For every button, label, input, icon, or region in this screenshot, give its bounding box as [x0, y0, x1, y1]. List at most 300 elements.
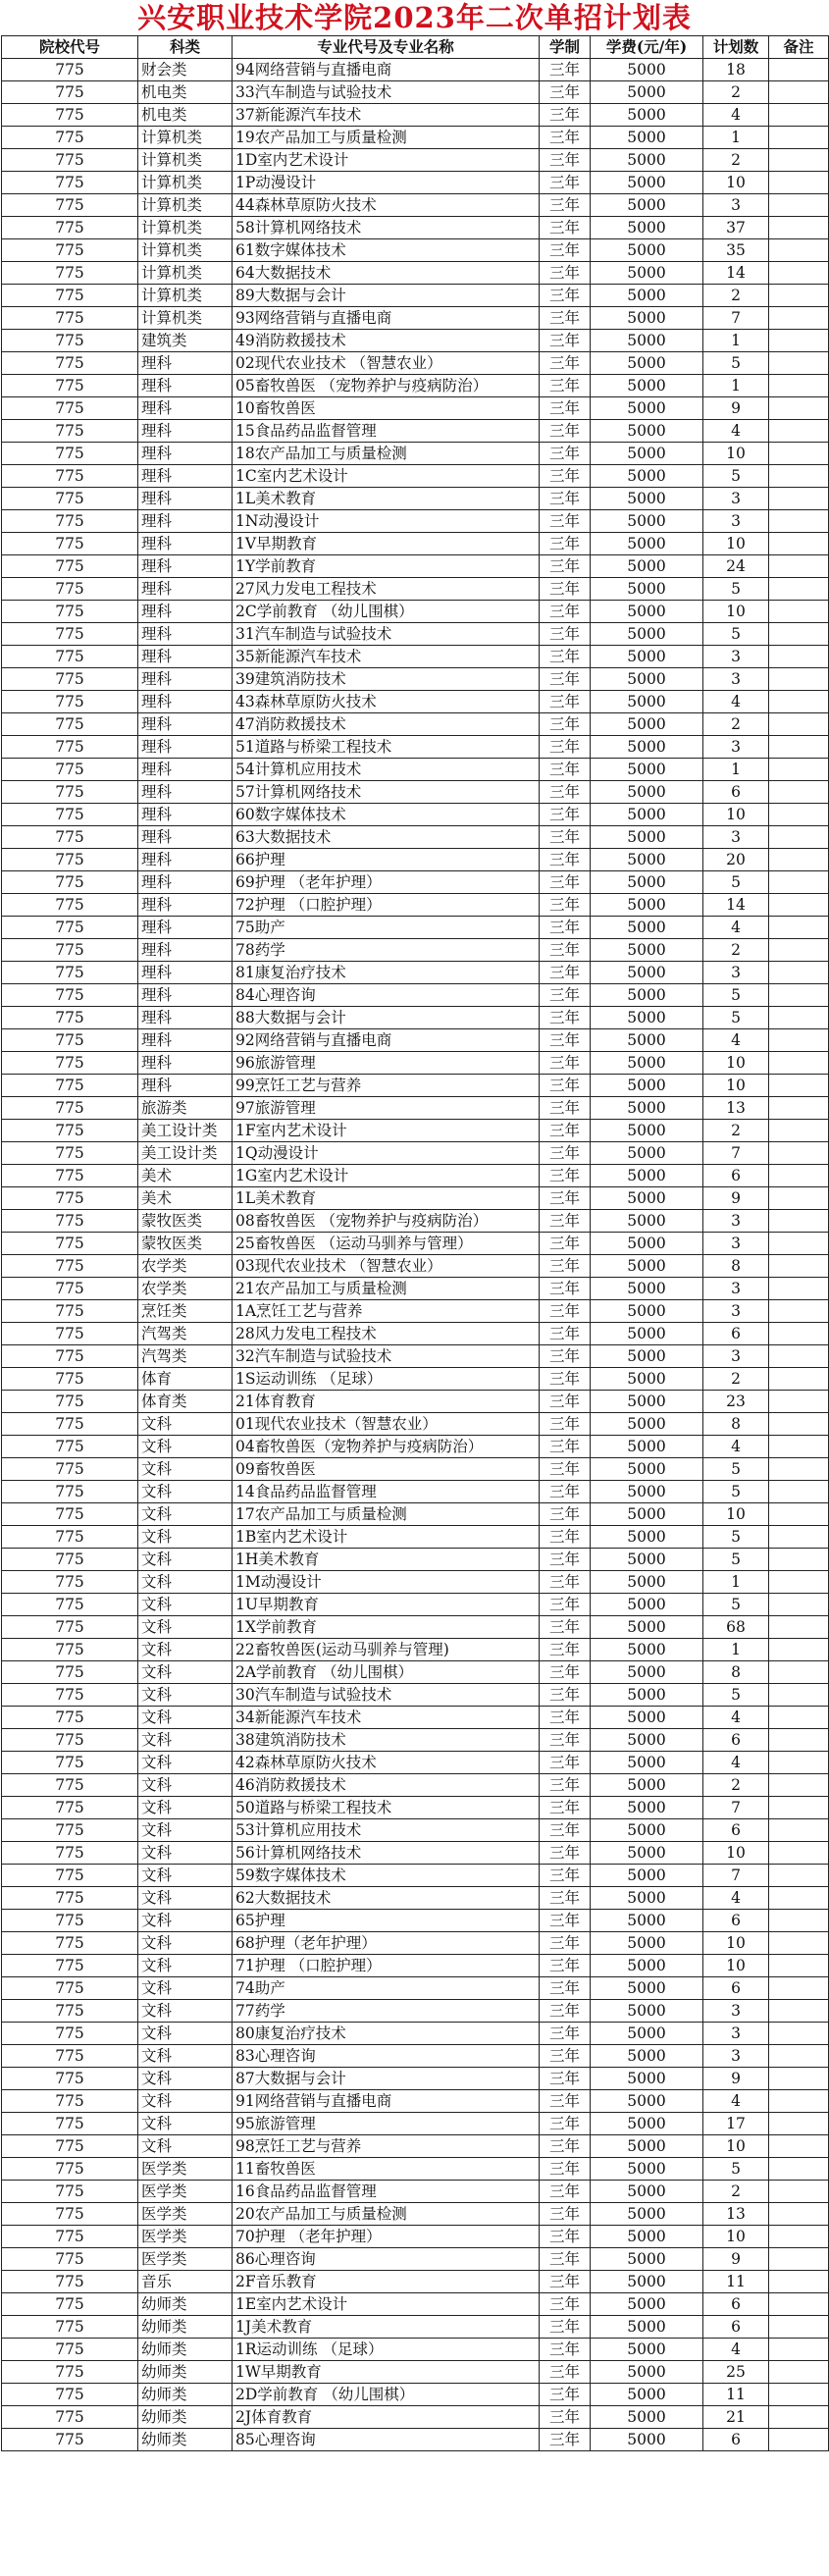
major-cell: 03现代农业技术 （智慧农业）: [233, 1255, 540, 1278]
major-cell: 46消防救援技术: [233, 1774, 540, 1797]
remarks-cell: [769, 871, 829, 894]
duration-cell: 三年: [540, 2248, 591, 2271]
major-cell: 54计算机应用技术: [233, 759, 540, 781]
duration-cell: 三年: [540, 646, 591, 668]
category-cell: 理科: [138, 759, 233, 781]
quota-cell: 3: [703, 2000, 769, 2023]
tuition-cell: 5000: [591, 1097, 703, 1120]
tuition-cell: 5000: [591, 1549, 703, 1571]
duration-cell: 三年: [540, 1684, 591, 1707]
school-code-cell: 775: [2, 397, 138, 420]
school-code-cell: 775: [2, 1255, 138, 1278]
quota-cell: 21: [703, 2406, 769, 2429]
category-cell: 幼师类: [138, 2316, 233, 2339]
table-row: [2, 1233, 829, 1255]
major-cell: 1F室内艺术设计: [233, 1120, 540, 1142]
major-cell: 59数字媒体技术: [233, 1865, 540, 1887]
category-cell: 理科: [138, 736, 233, 759]
tuition-cell: 5000: [591, 1413, 703, 1436]
tuition-cell: 5000: [591, 1029, 703, 1052]
tuition-cell: 5000: [591, 1774, 703, 1797]
major-cell: 21农产品加工与质量检测: [233, 1278, 540, 1300]
school-code-cell: 775: [2, 578, 138, 601]
category-cell: 计算机类: [138, 194, 233, 217]
tuition-cell: 5000: [591, 1571, 703, 1594]
category-cell: 文科: [138, 1932, 233, 1955]
major-cell: 93网络营销与直播电商: [233, 307, 540, 330]
duration-cell: 三年: [540, 1097, 591, 1120]
quota-cell: 6: [703, 1323, 769, 1345]
major-cell: 57计算机网络技术: [233, 781, 540, 804]
remarks-cell: [769, 465, 829, 488]
tuition-cell: 5000: [591, 2339, 703, 2361]
category-cell: 美工设计类: [138, 1142, 233, 1165]
quota-cell: 8: [703, 1413, 769, 1436]
duration-cell: 三年: [540, 601, 591, 623]
remarks-cell: [769, 1458, 829, 1481]
duration-cell: 三年: [540, 420, 591, 443]
category-cell: 理科: [138, 781, 233, 804]
major-cell: 31汽车制造与试验技术: [233, 623, 540, 646]
school-code-cell: 775: [2, 1503, 138, 1526]
category-cell: 文科: [138, 1436, 233, 1458]
duration-cell: 三年: [540, 1278, 591, 1300]
school-code-cell: 775: [2, 1187, 138, 1210]
category-cell: 理科: [138, 578, 233, 601]
duration-cell: 三年: [540, 2339, 591, 2361]
school-code-cell: 775: [2, 894, 138, 917]
duration-cell: 三年: [540, 352, 591, 375]
school-code-cell: 775: [2, 285, 138, 307]
category-cell: 理科: [138, 849, 233, 871]
category-cell: 计算机类: [138, 172, 233, 194]
quota-cell: 2: [703, 81, 769, 104]
category-cell: 理科: [138, 555, 233, 578]
school-code-cell: 775: [2, 1526, 138, 1549]
major-cell: 96旅游管理: [233, 1052, 540, 1075]
quota-cell: 1: [703, 759, 769, 781]
quota-cell: 11: [703, 2271, 769, 2293]
quota-cell: 2: [703, 939, 769, 962]
duration-cell: 三年: [540, 1120, 591, 1142]
category-cell: 文科: [138, 1616, 233, 1639]
duration-cell: 三年: [540, 894, 591, 917]
major-cell: 81康复治疗技术: [233, 962, 540, 984]
table-row: [2, 81, 829, 104]
table-row: [2, 375, 829, 397]
tuition-cell: 5000: [591, 1391, 703, 1413]
school-code-cell: 775: [2, 2000, 138, 2023]
category-cell: 医学类: [138, 2181, 233, 2203]
duration-cell: 三年: [540, 1300, 591, 1323]
major-cell: 92网络营销与直播电商: [233, 1029, 540, 1052]
remarks-cell: [769, 1571, 829, 1594]
category-cell: 文科: [138, 1842, 233, 1865]
major-cell: 44森林草原防火技术: [233, 194, 540, 217]
major-cell: 15食品药品监督管理: [233, 420, 540, 443]
duration-cell: 三年: [540, 1165, 591, 1187]
school-code-cell: 775: [2, 1391, 138, 1413]
category-cell: 理科: [138, 352, 233, 375]
major-cell: 34新能源汽车技术: [233, 1707, 540, 1729]
quota-cell: 25: [703, 2361, 769, 2384]
school-code-cell: 775: [2, 691, 138, 713]
duration-cell: 三年: [540, 104, 591, 127]
remarks-cell: [769, 781, 829, 804]
category-cell: 幼师类: [138, 2429, 233, 2451]
major-cell: 1C室内艺术设计: [233, 465, 540, 488]
duration-cell: 三年: [540, 262, 591, 285]
school-code-cell: 775: [2, 1752, 138, 1774]
major-cell: 72护理 （口腔护理）: [233, 894, 540, 917]
tuition-cell: 5000: [591, 759, 703, 781]
remarks-cell: [769, 1210, 829, 1233]
table-row: [2, 1910, 829, 1932]
major-cell: 49消防救援技术: [233, 330, 540, 352]
tuition-cell: 5000: [591, 2271, 703, 2293]
tuition-cell: 5000: [591, 917, 703, 939]
tuition-cell: 5000: [591, 1436, 703, 1458]
quota-cell: 10: [703, 533, 769, 555]
remarks-cell: [769, 1436, 829, 1458]
tuition-cell: 5000: [591, 1481, 703, 1503]
quota-cell: 3: [703, 194, 769, 217]
category-cell: 文科: [138, 1887, 233, 1910]
remarks-cell: [769, 1910, 829, 1932]
duration-cell: 三年: [540, 1323, 591, 1345]
duration-cell: 三年: [540, 2000, 591, 2023]
quota-cell: 3: [703, 488, 769, 510]
tuition-cell: 5000: [591, 1955, 703, 1977]
category-cell: 文科: [138, 2135, 233, 2158]
table-row: [2, 1549, 829, 1571]
category-cell: 体育: [138, 1368, 233, 1391]
school-code-cell: 775: [2, 2023, 138, 2045]
major-cell: 53计算机应用技术: [233, 1819, 540, 1842]
tuition-cell: 5000: [591, 2000, 703, 2023]
remarks-cell: [769, 420, 829, 443]
quota-cell: 10: [703, 2226, 769, 2248]
remarks-cell: [769, 1729, 829, 1752]
remarks-cell: [769, 826, 829, 849]
table-row: [2, 826, 829, 849]
table-row: [2, 172, 829, 194]
duration-cell: 三年: [540, 510, 591, 533]
category-cell: 理科: [138, 826, 233, 849]
school-code-cell: 775: [2, 1616, 138, 1639]
remarks-cell: [769, 307, 829, 330]
school-code-cell: 775: [2, 2316, 138, 2339]
duration-cell: 三年: [540, 623, 591, 646]
major-cell: 10畜牧兽医: [233, 397, 540, 420]
tuition-cell: 5000: [591, 239, 703, 262]
school-code-cell: 775: [2, 1413, 138, 1436]
remarks-cell: [769, 1797, 829, 1819]
table-row: [2, 1029, 829, 1052]
remarks-cell: [769, 1052, 829, 1075]
category-cell: 机电类: [138, 104, 233, 127]
major-cell: 99烹饪工艺与营养: [233, 1075, 540, 1097]
quota-cell: 5: [703, 1526, 769, 1549]
remarks-cell: [769, 1616, 829, 1639]
school-code-cell: 775: [2, 1865, 138, 1887]
major-cell: 22畜牧兽医(运动马驯养与管理): [233, 1639, 540, 1661]
table-row: [2, 1752, 829, 1774]
major-cell: 80康复治疗技术: [233, 2023, 540, 2045]
duration-cell: 三年: [540, 2429, 591, 2451]
category-cell: 烹饪类: [138, 1300, 233, 1323]
quota-cell: 3: [703, 646, 769, 668]
major-cell: 11畜牧兽医: [233, 2158, 540, 2181]
remarks-cell: [769, 759, 829, 781]
quota-cell: 2: [703, 2181, 769, 2203]
table-row: [2, 1368, 829, 1391]
quota-cell: 4: [703, 917, 769, 939]
quota-cell: 7: [703, 1142, 769, 1165]
remarks-cell: [769, 849, 829, 871]
category-cell: 理科: [138, 420, 233, 443]
table-row: [2, 239, 829, 262]
table-row: [2, 217, 829, 239]
remarks-cell: [769, 713, 829, 736]
school-code-cell: 775: [2, 781, 138, 804]
remarks-cell: [769, 1278, 829, 1300]
school-code-cell: 775: [2, 2339, 138, 2361]
tuition-cell: 5000: [591, 2384, 703, 2406]
quota-cell: 10: [703, 1955, 769, 1977]
major-cell: 1L美术教育: [233, 1187, 540, 1210]
tuition-cell: 5000: [591, 172, 703, 194]
quota-cell: 5: [703, 1684, 769, 1707]
major-cell: 42森林草原防火技术: [233, 1752, 540, 1774]
major-cell: 75助产: [233, 917, 540, 939]
quota-cell: 6: [703, 2316, 769, 2339]
major-cell: 21体育教育: [233, 1391, 540, 1413]
duration-cell: 三年: [540, 1075, 591, 1097]
category-cell: 计算机类: [138, 239, 233, 262]
quota-cell: 18: [703, 59, 769, 81]
remarks-cell: [769, 104, 829, 127]
table-row: [2, 443, 829, 465]
major-cell: 83心理咨询: [233, 2045, 540, 2068]
major-cell: 64大数据技术: [233, 262, 540, 285]
remarks-cell: [769, 623, 829, 646]
major-cell: 33汽车制造与试验技术: [233, 81, 540, 104]
tuition-cell: 5000: [591, 601, 703, 623]
category-cell: 理科: [138, 713, 233, 736]
remarks-cell: [769, 2406, 829, 2429]
category-cell: 文科: [138, 1684, 233, 1707]
tuition-cell: 5000: [591, 668, 703, 691]
table-row: [2, 894, 829, 917]
major-cell: 47消防救援技术: [233, 713, 540, 736]
category-cell: 蒙牧医类: [138, 1233, 233, 1255]
school-code-cell: 775: [2, 59, 138, 81]
category-cell: 文科: [138, 1413, 233, 1436]
table-row: [2, 2339, 829, 2361]
enrollment-plan-table: [1, 35, 829, 2451]
duration-cell: 三年: [540, 2045, 591, 2068]
table-row: [2, 759, 829, 781]
remarks-cell: [769, 1413, 829, 1436]
remarks-cell: [769, 2023, 829, 2045]
school-code-cell: 775: [2, 1458, 138, 1481]
tuition-cell: 5000: [591, 488, 703, 510]
category-cell: 农学类: [138, 1278, 233, 1300]
major-cell: 08畜牧兽医 （宠物养护与疫病防治）: [233, 1210, 540, 1233]
school-code-cell: 775: [2, 2361, 138, 2384]
table-row: [2, 1323, 829, 1345]
category-cell: 文科: [138, 1955, 233, 1977]
major-cell: 84心理咨询: [233, 984, 540, 1007]
table-row: [2, 849, 829, 871]
category-cell: 机电类: [138, 81, 233, 104]
tuition-cell: 5000: [591, 555, 703, 578]
category-cell: 医学类: [138, 2226, 233, 2248]
school-code-cell: 775: [2, 330, 138, 352]
table-row: [2, 736, 829, 759]
remarks-cell: [769, 2384, 829, 2406]
table-row: [2, 2316, 829, 2339]
table-row: [2, 1661, 829, 1684]
school-code-cell: 775: [2, 759, 138, 781]
school-code-cell: 775: [2, 2384, 138, 2406]
major-cell: 58计算机网络技术: [233, 217, 540, 239]
tuition-cell: 5000: [591, 1142, 703, 1165]
category-cell: 理科: [138, 601, 233, 623]
remarks-cell: [769, 81, 829, 104]
quota-cell: 5: [703, 2158, 769, 2181]
duration-cell: 三年: [540, 239, 591, 262]
category-cell: 文科: [138, 1639, 233, 1661]
remarks-cell: [769, 736, 829, 759]
major-cell: 1B室内艺术设计: [233, 1526, 540, 1549]
major-cell: 37新能源汽车技术: [233, 104, 540, 127]
table-row: [2, 1097, 829, 1120]
tuition-cell: 5000: [591, 623, 703, 646]
tuition-cell: 5000: [591, 2068, 703, 2090]
major-cell: 66护理: [233, 849, 540, 871]
table-row: [2, 1210, 829, 1233]
major-cell: 1P动漫设计: [233, 172, 540, 194]
remarks-cell: [769, 894, 829, 917]
quota-cell: 10: [703, 1932, 769, 1955]
quota-cell: 37: [703, 217, 769, 239]
table-row: [2, 1865, 829, 1887]
table-row: [2, 917, 829, 939]
quota-cell: 4: [703, 1707, 769, 1729]
major-cell: 2J体育教育: [233, 2406, 540, 2429]
table-row: [2, 1007, 829, 1029]
tuition-cell: 5000: [591, 2135, 703, 2158]
tuition-cell: 5000: [591, 2361, 703, 2384]
school-code-cell: 775: [2, 804, 138, 826]
quota-cell: 7: [703, 1797, 769, 1819]
major-cell: 1A烹饪工艺与营养: [233, 1300, 540, 1323]
school-code-cell: 775: [2, 1007, 138, 1029]
tuition-cell: 5000: [591, 2113, 703, 2135]
remarks-cell: [769, 375, 829, 397]
quota-cell: 5: [703, 1594, 769, 1616]
major-cell: 98烹饪工艺与营养: [233, 2135, 540, 2158]
quota-cell: 3: [703, 510, 769, 533]
school-code-cell: 775: [2, 713, 138, 736]
tuition-cell: 5000: [591, 691, 703, 713]
table-row: [2, 2226, 829, 2248]
table-row: [2, 307, 829, 330]
school-code-cell: 775: [2, 127, 138, 149]
quota-cell: 2: [703, 1774, 769, 1797]
major-cell: 85心理咨询: [233, 2429, 540, 2451]
school-code-cell: 775: [2, 2293, 138, 2316]
school-code-cell: 775: [2, 1052, 138, 1075]
category-cell: 计算机类: [138, 285, 233, 307]
remarks-cell: [769, 1549, 829, 1571]
remarks-cell: [769, 127, 829, 149]
quota-cell: 35: [703, 239, 769, 262]
tuition-cell: 5000: [591, 1210, 703, 1233]
table-row: [2, 2293, 829, 2316]
table-row: [2, 1075, 829, 1097]
major-cell: 56计算机网络技术: [233, 1842, 540, 1865]
major-cell: 19农产品加工与质量检测: [233, 127, 540, 149]
tuition-cell: 5000: [591, 1323, 703, 1345]
quota-cell: 3: [703, 1233, 769, 1255]
school-code-cell: 775: [2, 623, 138, 646]
col-header-tuition: 学费(元/年): [591, 36, 703, 59]
category-cell: 文科: [138, 2090, 233, 2113]
table-row: [2, 2181, 829, 2203]
school-code-cell: 775: [2, 1594, 138, 1616]
tuition-cell: 5000: [591, 307, 703, 330]
tuition-cell: 5000: [591, 962, 703, 984]
table-row: [2, 352, 829, 375]
duration-cell: 三年: [540, 984, 591, 1007]
tuition-cell: 5000: [591, 736, 703, 759]
remarks-cell: [769, 1932, 829, 1955]
school-code-cell: 775: [2, 601, 138, 623]
quota-cell: 5: [703, 578, 769, 601]
duration-cell: 三年: [540, 1819, 591, 1842]
school-code-cell: 775: [2, 104, 138, 127]
remarks-cell: [769, 1029, 829, 1052]
school-code-cell: 775: [2, 1955, 138, 1977]
quota-cell: 17: [703, 2113, 769, 2135]
school-code-cell: 775: [2, 352, 138, 375]
quota-cell: 68: [703, 1616, 769, 1639]
remarks-cell: [769, 397, 829, 420]
table-row: [2, 984, 829, 1007]
remarks-cell: [769, 555, 829, 578]
duration-cell: 三年: [540, 781, 591, 804]
quota-cell: 10: [703, 443, 769, 465]
school-code-cell: 775: [2, 1932, 138, 1955]
duration-cell: 三年: [540, 2406, 591, 2429]
major-cell: 65护理: [233, 1910, 540, 1932]
duration-cell: 三年: [540, 1639, 591, 1661]
remarks-cell: [769, 2226, 829, 2248]
remarks-cell: [769, 1368, 829, 1391]
category-cell: 理科: [138, 668, 233, 691]
category-cell: 理科: [138, 443, 233, 465]
category-cell: 体育类: [138, 1391, 233, 1413]
category-cell: 文科: [138, 2023, 233, 2045]
remarks-cell: [769, 1187, 829, 1210]
tuition-cell: 5000: [591, 1661, 703, 1684]
duration-cell: 三年: [540, 804, 591, 826]
tuition-cell: 5000: [591, 1458, 703, 1481]
quota-cell: 10: [703, 2135, 769, 2158]
